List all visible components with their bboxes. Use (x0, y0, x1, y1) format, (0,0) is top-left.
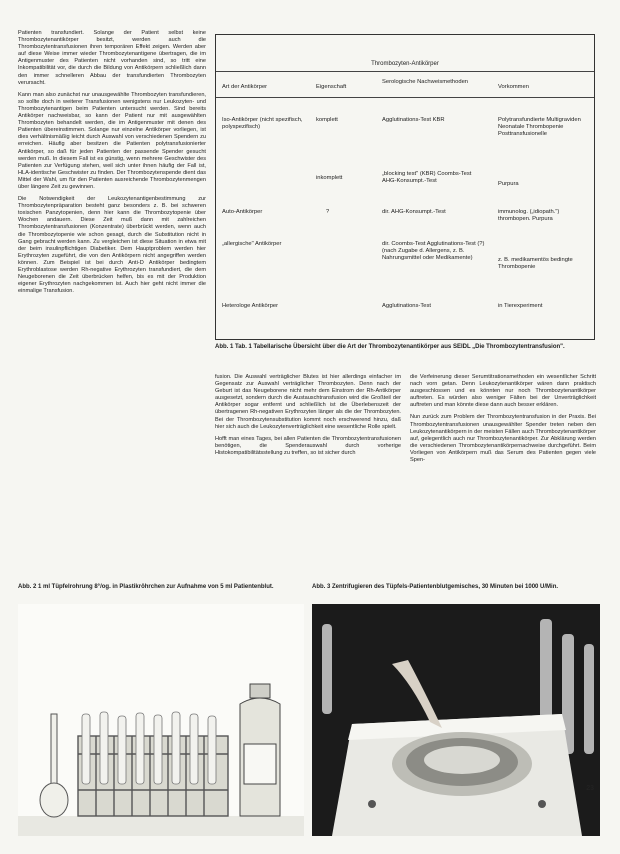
table-caption: Abb. 1 Tab. 1 Tabellarische Übersicht über die Art der Thrombozytenantikörper aus SEIDL „Die Thrombozytentransfusion". (215, 344, 565, 350)
table-cell: Iso-Antikörper (nicht spezifisch, polyspezifisch) (222, 117, 303, 131)
middle-column (215, 374, 401, 462)
figure-2-caption: Abb. 2 1 ml Tüpfelrohrung 8°/og. in Plastikröhrchen zur Aufnahme von 5 ml Patientenblut. (18, 584, 274, 590)
figure-3-caption: Abb. 3 Zentrifugieren des Tüpfels-Patientenblutgemisches, 30 Minuten bei 1000 U/Min. (312, 584, 559, 590)
table-header: Serologische Nachweismethoden (382, 79, 469, 85)
table-cell: dir. Coombs-Test Agglutinations-Test (?) (nach Zugabe d. Allergens, z. B. Nahrungsmittel oder Medikamente) (382, 241, 485, 262)
table-cell: „allergische" Antikörper (222, 241, 282, 247)
left-paragraph-3: Die Notwendigkeit der Leukozytenantigenbestimmung zur Thrombozytenpräparation besteht ganz besonders z. B. bei schweren toxischen Panzytopenien, denn hier kann die Thrombozytopenie über Wochen andauern. Diese Zeit muß dann mit zahlreichen Thrombozytentransfusionen (Konzentrate) überbrückt werden, wenn auch die Thrombozytopenie wie schon gesagt, durch die Substitution nicht in Gang gebracht werden kann. Zu vergleichen ist diese Situation in etwa mit der beim insulinpflichtigen Diabetiker. Dem Hauptproblem werden hier Erythrozyten zugeführt, die von den Antikörpern nicht angegriffen werden können. Zum Beispiel ist bei durch Anti-D Antikörper bedingtem Erythroblastose werden Rh-negative Erythrozyten transfundiert, die dem Neugeborenen die Zeit überbrücken helfen, bis es mit der Produktion eigener Erythrozyten nachgekommen ist. Auch hier geht nicht immer die einmalige Transfusion. (18, 196, 206, 295)
right-paragraph-2: Nun zurück zum Problem der Thrombozytentransfusion in der Praxis. Bei Thrombozytentransfusionen unausgewählter Spender treten neben den Leukozytenantikörpern in der meisten Fällen auch Thrombozytenantikörper auf, gelegentlich auch nur Thrombozytenantikörper. Zur Abklärung werden die verschiedenen Thrombozytenantikörpernachweise durchgeführt. Beim Vorliegen von Antikörpern muß das Serum des Patienten gegen viele Spen- (410, 414, 596, 464)
table-header: Eigenschaft (316, 84, 347, 90)
table-cell: z. B. medikamentös bedingte Thrombopenie (498, 257, 573, 271)
table-cell: Polytransfundierte Multigraviden Neonatale Thrombopenie Posttransfusionelle (498, 117, 581, 138)
table-rule (216, 71, 594, 72)
table-cell: immunolog. („idiopath.") thrombopen. Purpura (498, 209, 560, 223)
left-paragraph-1: Patienten transfundiert. Solange der Patient selbst keine Thrombozytenantikörper besitzt, werden auch die Thrombozytentransfusionen ihren temporären Effekt zeigen. Werden aber auf diese Weise immer wieder Thrombozytenantigene übertragen, die im Antigenmuster des Patienten nicht vorhanden sind, so tritt eine Inkompatibilität vor, die durch die Bildung von Antikörpern schließlich dann den immer schnelleren Abbau der transfundierten Thrombozyten verursacht. (18, 30, 206, 86)
figure-3-illustration (312, 604, 600, 836)
table-cell: inkomplett (316, 175, 343, 181)
figure-2-illustration (18, 604, 304, 836)
left-column (18, 30, 206, 300)
figure-3-photo (312, 604, 600, 836)
middle-paragraph-2: Hofft man eines Tages, bei allen Patienten die Thrombozytentransfusionen benötigen, die Spenderauswahl durch vorherige Histokompatibilitätsstellung zu treffen, so ist sicher durch (215, 435, 401, 456)
table-cell: Heterologe Antikörper (222, 303, 279, 309)
table-header: Vorkommen (498, 84, 529, 90)
page-number: 23 (586, 785, 594, 792)
table-cell: dir. AHG-Konsumpt.-Test (382, 209, 446, 215)
table-cell: komplett (316, 117, 338, 123)
table-cell: Auto-Antikörper (222, 209, 263, 215)
middle-paragraph-1: fusion. Die Auswahl verträglicher Blutes ist hier allerdings einfacher im Gegensatz zur Auswahl verträglicher Thrombozyten. Denn nach der Geburt ist das Neugeborene nicht mehr dem Einstrom der Rh-Antikörper ausgesetzt, sondern durch die Austauschtransfusion wird die Großteil der Antikörper sogar entfernt und schließlich ist die Überlebenszeit der übertragenen Rh-negativen Erythrozyten länger als die der Thrombozyten. Bei der Thrombozytensubstitution kommt noch erschwerend hinzu, daß hier sich auch die Leukozytenverträglichkeit eine wesentliche Rolle spielt. (215, 374, 401, 430)
table-cell: Agglutinations-Test KBR (382, 117, 445, 123)
table-header: Art der Antikörper (222, 84, 268, 90)
table-rule (216, 97, 594, 98)
table-cell: Agglutinations-Test (382, 303, 431, 309)
table-cell: Purpura (498, 181, 519, 187)
right-paragraph-1: die Verfeinerung dieser Serumtitrationsmethoden ein wesentlicher Schritt nach vorn getan. Denn Leukozytenantikörper wären dann praktisch ausgeschlossen und es könnten nur noch Thrombozytenantikörper auftreten. Es würden also weniger Fälten bei der Unverträglichkeit auftreten und man könnte diese dann auch besser erklären. (410, 374, 596, 409)
left-paragraph-2: Kann man also zunächst nur unausgewählte Thrombozyten transfundieren, so sollte doch in weiterer Transfusionen wenigstens nur Leukozyten- und Thrombozytenantigen beim Patienten untersucht werden. Sind bereits Antikörper nachweisbar, so kann der Patient nur mit ausgewählten Thrombozyten behandelt werden, die im Antigenmuster mit denen des Patienten übereinstimmen. Solange nur einzelne Antikörper vorliegen, ist dies verhältnismäßig leicht durch Auswahl von verschiedenen Spendern zu erreichen. Häufig aber besitzen die Patienten polytransfusionierter Antikörper, so daß für jeden Patienten der passende Spender gesucht werden muß. In diesem Fall ist es günstig, wenn mehrere Geschwister des Patienten zur Verfügung stehen, weil sich unter ihnen häufig der Fall ist, HLA-identische Geschwister zu finden. Der Thrombozytenspende dient das Mittel der Wahl, um für den Patienten ausreichende Thrombozytenmengen über längere Zeit zu gewinnen. (18, 91, 206, 190)
figure-2-photo (18, 604, 304, 836)
table-title: Thrombozyten-Antikörper (371, 61, 439, 67)
right-column (410, 374, 596, 469)
table-cell: in Tierexperiment (498, 303, 543, 309)
table-cell: ? (326, 209, 330, 215)
antibody-table (215, 34, 595, 340)
table-cell: „blocking test" (KBR) Coombs-Test AHG-Konsumpt.-Test (382, 171, 472, 185)
